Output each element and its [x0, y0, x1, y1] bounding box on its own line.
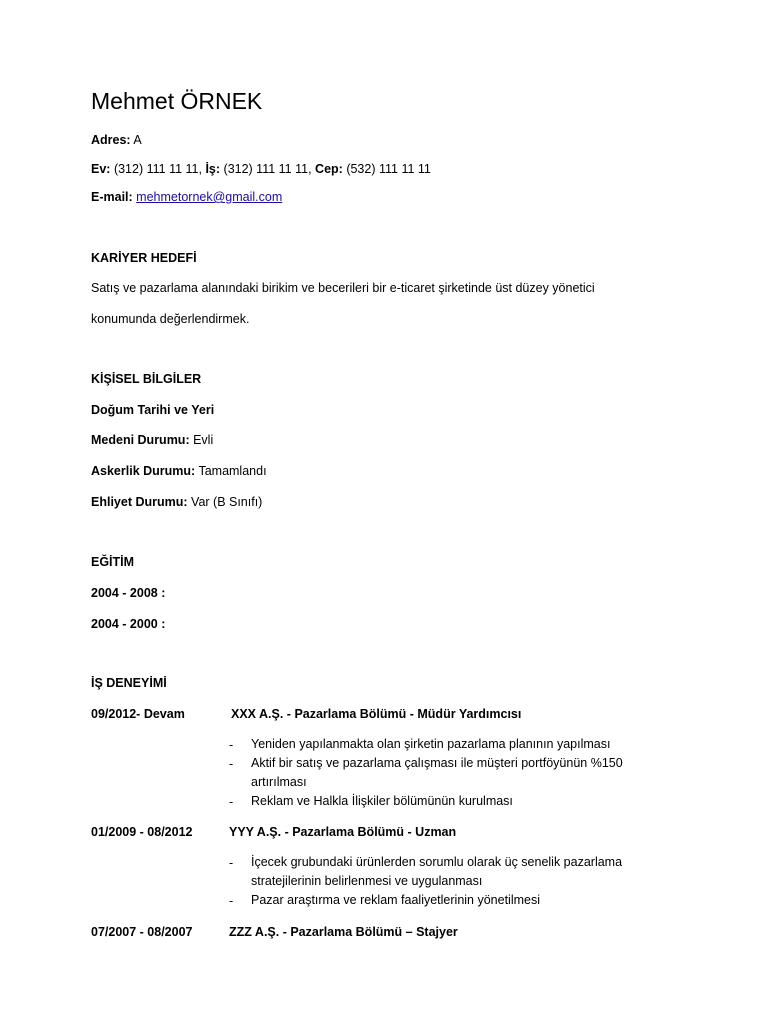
- mobile-phone-label: Cep:: [315, 162, 343, 176]
- phone-line: [91, 161, 431, 177]
- person-name: Mehmet ÖRNEK: [91, 88, 263, 114]
- job-bullet: Yeniden yapılanmakta olan şirketin pazarlama planının yapılması: [251, 737, 611, 751]
- address-value: A: [133, 133, 142, 147]
- address-line: [91, 132, 142, 148]
- job-title: ZZZ A.Ş. - Pazarlama Bölümü – Stajyer: [229, 925, 458, 939]
- job-bullet: Reklam ve Halkla İlişkiler bölümünün kurulması: [251, 794, 513, 808]
- bullet-dash: -: [229, 856, 234, 870]
- license-status-line: [91, 494, 262, 510]
- career-objective-heading: KARİYER HEDEFİ: [91, 251, 197, 265]
- bullet-dash: -: [229, 757, 234, 771]
- work-phone-value: (312) 111 11 11,: [223, 162, 312, 176]
- job-title: XXX A.Ş. - Pazarlama Bölümü - Müdür Yardımcısı: [231, 707, 522, 721]
- job-period: 01/2009 - 08/2012: [91, 825, 193, 839]
- job-bullet: Aktif bir satış ve pazarlama çalışması ile müşteri portföyünün %150 artırılması: [251, 756, 623, 789]
- education-heading: EĞİTİM: [91, 555, 135, 569]
- education-entry-2: 2004 - 2000 :: [91, 617, 166, 631]
- license-status-label: Ehliyet Durumu:: [91, 495, 188, 509]
- marital-status-line: [91, 432, 213, 448]
- education-entry-1: 2004 - 2008 :: [91, 586, 166, 600]
- address-label: Adres:: [91, 133, 131, 147]
- military-status-label: Askerlik Durumu:: [91, 464, 196, 478]
- job-bullet: İçecek grubundaki ürünlerden sorumlu olarak üç senelik pazarlama stratejilerinin belirlenmesi ve uygulanması: [251, 855, 623, 888]
- mobile-phone-value: (532) 111 11 11: [346, 162, 431, 176]
- email-line: [91, 189, 282, 205]
- email-link[interactable]: mehmetornek@gmail.com: [136, 190, 283, 204]
- license-status-value: Var (B Sınıfı): [191, 495, 263, 509]
- marital-status-label: Medeni Durumu:: [91, 433, 190, 447]
- military-status-value: Tamamlandı: [198, 464, 267, 478]
- birth-info-label: Doğum Tarihi ve Yeri: [91, 403, 215, 417]
- home-phone-value: (312) 111 11 11,: [113, 162, 202, 176]
- bullet-dash: -: [229, 894, 234, 908]
- email-label: E-mail:: [91, 190, 133, 204]
- job-period: 07/2007 - 08/2007: [91, 925, 193, 939]
- experience-heading: İŞ DENEYİMİ: [91, 676, 167, 690]
- personal-info-heading: KİŞİSEL BİLGİLER: [91, 372, 202, 386]
- marital-status-value: Evli: [193, 433, 214, 447]
- bullet-dash: -: [229, 795, 234, 809]
- job-bullet: Pazar araştırma ve reklam faaliyetlerinin yönetilmesi: [251, 893, 540, 907]
- career-objective-line-1: Satış ve pazarlama alanındaki birikim ve becerileri bir e-ticaret şirketinde üst düzey yönetici: [91, 281, 595, 295]
- career-objective-line-2: konumunda değerlendirmek.: [91, 312, 250, 326]
- job-period: 09/2012- Devam: [91, 707, 185, 721]
- job-title: YYY A.Ş. - Pazarlama Bölümü - Uzman: [229, 825, 457, 839]
- home-phone-label: Ev:: [91, 162, 111, 176]
- work-phone-label: İş:: [205, 162, 221, 176]
- military-status-line: [91, 463, 267, 479]
- bullet-dash: -: [229, 738, 234, 752]
